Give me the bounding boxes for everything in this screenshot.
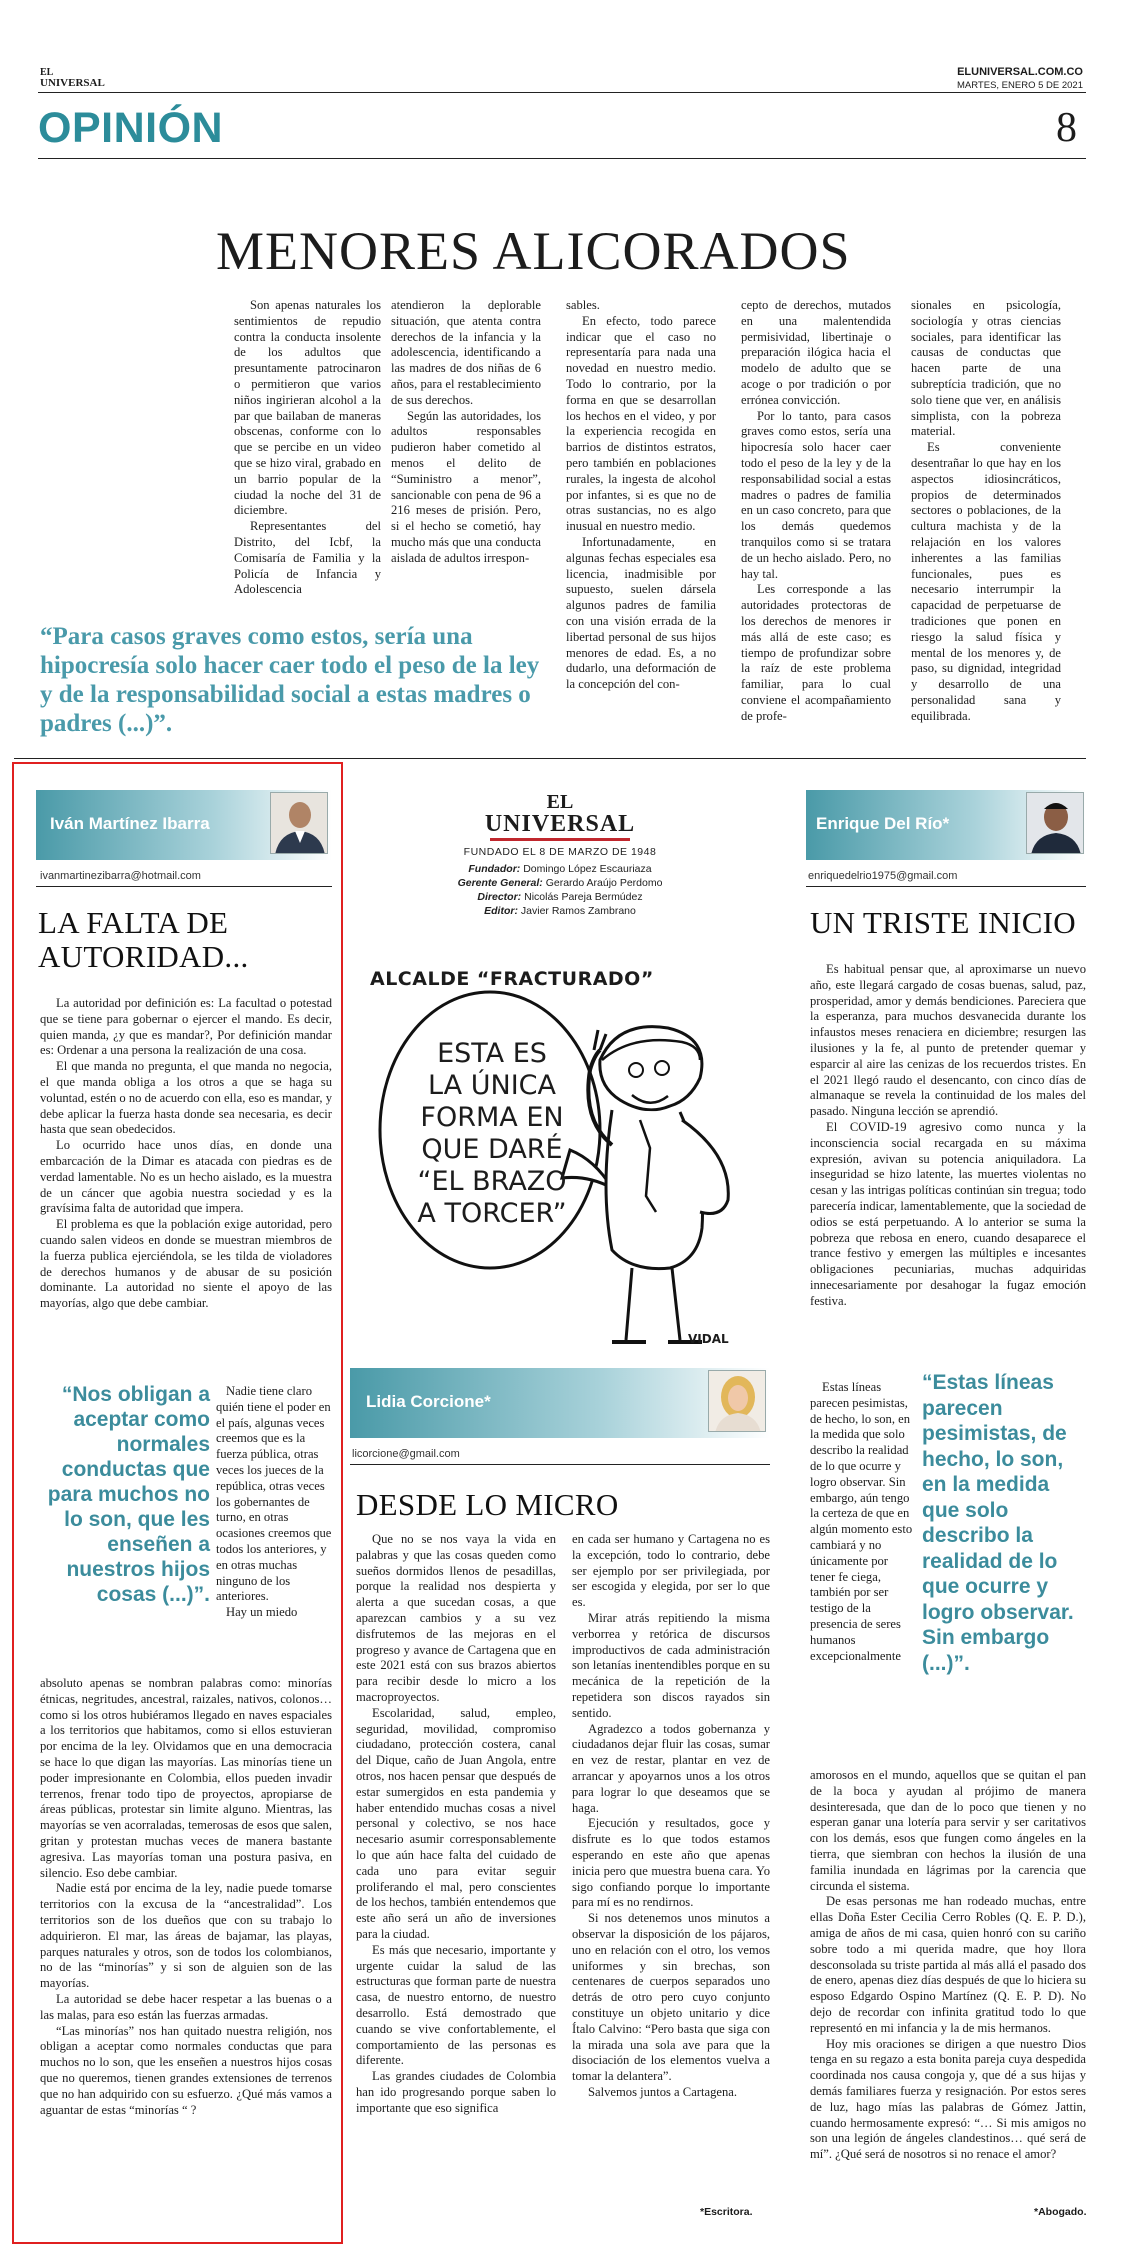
bubble-line: A TORCER” bbox=[417, 1198, 567, 1229]
editorial-pullquote: “Para casos graves como estos, sería una hipocresía solo hacer caer todo el peso de la ley y de la responsabilidad social a estas madres o padres (...)”. bbox=[40, 623, 540, 737]
editorial-col2 bbox=[391, 298, 541, 567]
editorial-paragraph: En efecto, todo parece indicar que el caso no representaría para nada una novedad en nuestro medio. Todo lo contrario, por la forma en que se desarrollan los hechos en el video, y por la experiencia recogida en barrios de distintos estratos, pero también en poblaciones rurales, la ingesta de alcohol por infantes, si es que no de otras sustancias, no es algo inusual en nuestro medio. bbox=[566, 313, 716, 534]
editorial-paragraph: Según las autoridades, los adultos responsables pudieron haber cometido al menos el delito de “Suministro a menor”, sancionable con pena de 96 a 216 meses de prisión. Pero, si el hecho se cometió, hay mucho más que una conducta aislada de adultos irrespon- bbox=[391, 408, 541, 565]
bubble-line: QUE DARÉ bbox=[421, 1134, 563, 1165]
author-name: Lidia Corcione* bbox=[366, 1392, 491, 1411]
author-bar-center bbox=[350, 1368, 770, 1438]
avatar bbox=[708, 1370, 766, 1432]
masthead-manager-name: Gerardo Araújo Perdomo bbox=[545, 877, 663, 889]
column-paragraph: Que no se nos vaya la vida en palabras y que las cosas queden como sueños dormidos llenos de pesadillas, porque la realidad nos despierta y alerta a que sucedan cosas, a que aparezcan cambios y a su vez disfrutemos de las mejoras en el progreso y avance de Cartagena que en este 2021 está con sus brazos abiertos para recibir desde lo micro a los macroproyectos. bbox=[356, 1532, 556, 1704]
editorial-col3 bbox=[566, 298, 716, 693]
bubble-line: “EL BRAZO bbox=[417, 1166, 567, 1197]
avatar bbox=[1026, 792, 1084, 854]
column-paragraph: El problema es que la población exige autoridad, pero cuando salen videos en donde se muestran miembros de la fuerza publica ejerciéndola, se les tilda de violadores de derechos humanos y de abusar de su posición dominante. La autoridad no siente el apoyo de las mayorías, algo que debe cambiar. bbox=[40, 1217, 332, 1311]
left-side-text bbox=[216, 1384, 332, 1621]
column-paragraph: Es habitual pensar que, al aproximarse un nuevo año, este llegará cargado de cosas buenas, salud, paz, prosperidad, amor y demás bendiciones. Pareciera que la esperanza, para muchos desvanecida durante los infaustos meses renaciera en diciembre; resurgen las ilusiones y la fe, al punto de pretender quemar y esparcir al aire las cenizas de los recuerdos tristes. En el 2021 llegó raudo el desencanto, con cinco días de almanaque se revela la continuidad de los males del pasado. Ninguna lección se aprendió. bbox=[810, 962, 1086, 1119]
column-paragraph: Lo ocurrido hace unos días, en donde una embarcación de la Dimar es atacada con piedras es de verdad lamentable. No es un hecho aislado, es la muestra de un cáncer que agobia nuestra sociedad y es la gravísima falta de autoridad que impera. bbox=[40, 1138, 332, 1216]
author-email[interactable]: enriquedelrio1975@gmail.com bbox=[808, 870, 958, 882]
editorial-paragraph: Por lo tanto, para casos graves como estos, sería una hipocresía solo hacer caer todo el peso de la ley y de la responsabilidad social a estas madres o padres de familia en un caso concreto, para que los demás quedemos tranquilos como si se tratara de un hecho aislado. Pero, no hay tal. bbox=[741, 408, 891, 581]
header-rule bbox=[38, 92, 1086, 93]
column-paragraph: Si nos detenemos unos minutos a observar la disposición de los pájaros, uno en relación con el otro, los vemos uniformes y sin brechas, son centenares de cuerpos separados uno detrás de otro pero cuyo conjunto constituye un objeto unitario y dice Ítalo Calvino: “Pero basta que siga con la mirada una sola ave para que la disociación de los elementos vuelva a tomar la delantera”. bbox=[572, 1911, 770, 2084]
masthead-director-label: Director: bbox=[477, 891, 522, 903]
left-column-text-top bbox=[40, 996, 332, 1312]
editorial-paragraph: cepto de derechos, mutados en una malentendida permisividad, libertinaje o preparación ilógica hacia el modelo de adulto que se acoge o por tradición o por errónea convicción. bbox=[741, 298, 891, 407]
column-title bbox=[38, 906, 333, 974]
editorial-col1 bbox=[234, 298, 381, 598]
center-col-a bbox=[356, 1532, 556, 2116]
editorial-paragraph: sables. bbox=[566, 298, 600, 312]
column-paragraph: Hoy mis oraciones se dirigen a que nuestro Dios tenga en su regazo a esta bonita pareja cuya despedida coordinada nos causa congoja y, que dé a sus hijas y demás familiares fuerza y resignación. Por estos seres de luz, hago mías las palabras de Gómez Jattin, cuando hermosamente expresó: “… Si mis amigos no son una legión de ángeles clandestinos… qué será de mí”. ¿Qué será de nosotros si no renace el amor? bbox=[810, 2036, 1086, 2162]
column-paragraph: Agradezco a todos gobernanza y ciudadanos dejar fluir las cosas, sumar en vez de restar, plantar en vez de arrancar y apoyarnos unos a los otros para lograr lo que deseamos que se haga. bbox=[572, 1721, 770, 1815]
masthead-director-name: Nicolás Pareja Bermúdez bbox=[524, 891, 643, 903]
column-paragraph: Las grandes ciudades de Colombia han ido progresando porque saben lo importante que eso significa bbox=[356, 2069, 556, 2115]
editorial-title: MENORES ALICORADOS bbox=[216, 221, 851, 281]
masthead-founder bbox=[350, 862, 770, 876]
editorial-col4 bbox=[741, 298, 891, 725]
page-number: 8 bbox=[1056, 105, 1077, 151]
column-paragraph: El COVID-19 agresivo como nunca y la inconsciencia social recargada en su máxima expresión, avivan su potencia aniquiladora. La inseguridad se hizo latente, las muertes violentas no cesan y las intrigas políticas continúan sin tregua; todo parecería indicar, lamentablemente, que la sociedad de odios se está perpetuando. A lo anterior se suma la pobreza que rebosa en enero, cuando desaparece el trance festivo y emergen las múltiples e incesantes obligaciones pecuniarias, muchas adquiridas innecesariamente por desahogar la fugaz emoción festiva. bbox=[810, 1119, 1086, 1308]
editorial-paragraph: Representantes del Distrito, del Icbf, la Comisaría de Familia y la Policía de Infancia y Adolescencia bbox=[234, 519, 381, 597]
cartoon bbox=[350, 950, 770, 1360]
cartoon-caption: ALCALDE “FRACTURADO” bbox=[370, 968, 654, 990]
header-site[interactable]: ELUNIVERSAL.COM.CO bbox=[957, 66, 1083, 78]
cartoon-bubble-text bbox=[394, 1038, 590, 1230]
bubble-line: FORMA EN bbox=[420, 1102, 564, 1133]
column-paragraph: en cada ser humano y Cartagena no es la excepción, todo lo contrario, debe ser ejemplo por ser privilegiada, por ser escogida y elegida, por ser lo que es. bbox=[572, 1532, 770, 1610]
masthead-founder-label: Fundador: bbox=[468, 863, 521, 875]
header-date: MARTES, ENERO 5 DE 2021 bbox=[956, 80, 1083, 91]
section-rule bbox=[38, 158, 1086, 159]
column-paragraph: La autoridad se debe hacer respetar a las buenas o a las malas, para eso están las fuerzas armadas. bbox=[40, 1991, 332, 2022]
masthead bbox=[350, 792, 770, 918]
bubble-line: LA ÚNICA bbox=[428, 1070, 556, 1101]
editorial-paragraph: sionales en psicología, sociología y otras ciencias sociales, para identificar las causas de conductas que hacen parte de una subreptícia tradición, que no solo tiene que ver, en análisis simplista, con la pobreza material. bbox=[911, 298, 1061, 439]
masthead-manager bbox=[350, 876, 770, 890]
column-paragraph: “Las minorías” nos han quitado nuestra religión, nos obligan a aceptar como normales conductas que para muchos no lo son, que les enseñen a nuestros hijos cosas que no queremos, tienen grandes extensiones de terrenos que no han adquirido con su esfuerzo. ¿Qué más vamos a aguantar de estas “minorías “ ? bbox=[40, 2023, 332, 2117]
column-paragraph: De esas personas me han rodeado muchas, entre ellas Doña Ester Cecilia Cerro Robles (Q. E. P. D.), amiga de años de mi casa, quien honró con su cariño sobre todo a mi querida madre, que hoy llora desconsolada su triste partida al más allá el pasado dos de enero, apenas diez días después de que lo hiciera su esposo Edgardo Ospino Martínez (Q. E. P. D). No dejo de recordar con infinita gratitud todo lo que representó en mi infancia y la de mis hermanos. bbox=[810, 1894, 1086, 2035]
author-email[interactable]: licorcione@gmail.com bbox=[352, 1448, 460, 1460]
column-paragraph: La autoridad por definición es: La facultad o potestad que se tiene para gobernar o ejercer el mando. Es decir, quien manda, ¿y que es mandar?, Por definición mandar es: Ordenar a una persona la realización de una cosa. bbox=[40, 996, 332, 1058]
avatar bbox=[270, 792, 328, 854]
masthead-editor-label: Editor: bbox=[484, 905, 518, 917]
editorial-paragraph: atendieron la deplorable situación, que atenta contra derechos de la infancia y la adolescencia, identificando a las madres de dos niñas de 6 años, para el restablecimiento de sus derechos. bbox=[391, 298, 541, 407]
editorial-bottom-rule bbox=[14, 758, 1086, 759]
right-column-text-bottom bbox=[810, 1768, 1086, 2163]
editorial-col5 bbox=[911, 298, 1061, 725]
column-paragraph: Ejecución y resultados, goce y disfrute es lo que todos estamos esperando en este año que apenas inicia pero que muestra buena cara. Yo sigo confiando porque lo importante para mí es no rendirnos. bbox=[572, 1816, 770, 1910]
masthead-director bbox=[350, 890, 770, 904]
column-title: UN TRISTE INICIO bbox=[810, 905, 1076, 940]
column-title-line2: AUTORIDAD... bbox=[38, 939, 249, 974]
author-email[interactable]: ivanmartinezibarra@hotmail.com bbox=[40, 870, 201, 882]
column-paragraph: Mirar atrás repitiendo la misma verborrea y retórica de discursos improductivos de cada administración son letanías inentendibles porque en su mecánica de la repetición de la repetidera son discos rayados sin sentido. bbox=[572, 1610, 770, 1720]
right-side-text bbox=[810, 1380, 916, 1664]
masthead-editor-name: Javier Ramos Zambrano bbox=[520, 905, 636, 917]
email-rule bbox=[350, 1464, 770, 1465]
right-column-text-top bbox=[810, 962, 1086, 1310]
cartoon-signature: VIDAL bbox=[688, 1332, 729, 1346]
column-paragraph: Es más que necesario, importante y urgente cuidar la salud de las estructuras que forman parte de nuestra casa, de nuestro entorno, de nuestro desarrollo. Está demostrado que cuando se vive confortablemente, el comportamiento de las personas es diferente. bbox=[356, 1942, 556, 2068]
editorial-paragraph: Les corresponde a las autoridades protectoras de los derechos de menores ir más allá de este caso; es tiempo de profundizar sobre la raíz de este problema familiar, para lo cual conviene el acompañamiento de profe- bbox=[741, 582, 891, 723]
author-name: Iván Martínez Ibarra bbox=[50, 814, 210, 833]
masthead-founder-name: Domingo López Escauriaza bbox=[523, 863, 652, 875]
center-footnote: *Escritora. bbox=[700, 2206, 753, 2218]
left-column-text-bottom bbox=[40, 1676, 332, 2118]
column-paragraph: amorosos en el mundo, aquellos que se quitan el pan de la boca y ayudan al prójimo de manera desinteresada, que dan de lo poco que tienen y no esperan ganar una lotería para servir y ser caritativos con los demás, esos que fungen como ángeles en la tierra, que siembran con hechos la ilusión de una familia inundada en lágrimas por la carencia que circunda el sistema. bbox=[810, 1768, 1086, 1893]
column-paragraph: Hay un miedo bbox=[226, 1605, 298, 1620]
column-title-line1: LA FALTA DE bbox=[38, 905, 229, 940]
masthead-logo-line2: UNIVERSAL bbox=[484, 811, 636, 837]
masthead-founded: FUNDADO EL 8 DE MARZO DE 1948 bbox=[463, 846, 657, 858]
right-footnote: *Abogado. bbox=[1034, 2206, 1087, 2218]
editorial-paragraph: Es conveniente desentrañar lo que hay en los aspectos idiosincráticos, propios de determinados sectores o poblaciones, de la cultura machista y de la relajación en los valores inherentes a las familias funcionales, pues es necesario interrumpir la capacidad de perpetuarse de tradiciones que ponen en riesgo la salud física y mental de los menores y, de paso, su dignidad, integridad y desarrollo de una personalidad sana y equilibrada. bbox=[911, 440, 1061, 723]
center-col-b bbox=[572, 1532, 770, 2101]
email-rule bbox=[806, 886, 1086, 887]
column-paragraph: El que manda no pregunta, el que manda no negocia, el que manda obliga a los otros a que se haga su voluntad, estén o no de acuerdo con ella, eso es mandar, y debe aplicar la fuerza hasta donde sea necesaria, es decir hasta que sean obedecidos. bbox=[40, 1059, 332, 1137]
editorial-paragraph: Son apenas naturales los sentimientos de repudio contra la conducta insolente de los adultos que presuntamente patrocinaron o permitieron que varios niños ingirieran alcohol a la par que bailaban de maneras obscenas, conforme con lo que se percibe en un video que se hizo viral, grabado en un barrio popular de la ciudad la noche del 31 de diciembre. bbox=[234, 298, 381, 518]
header-logo bbox=[40, 68, 105, 88]
section-title: OPINIÓN bbox=[38, 104, 224, 152]
column-paragraph: Nadie tiene claro quién tiene el poder en el país, algunas veces creemos que es la fuerza pública, otras veces los jueces de la república, otras veces los gobernantes de turno, en otras ocasiones creemos que todos los anteriores, y en otras muchas ninguno de los anteriores. bbox=[216, 1384, 332, 1604]
right-pullquote: “Estas líneas parecen pesimistas, de hecho, lo son, en la medida que solo describo la realidad de lo que ocurre y logro observar. Sin embargo (...)”. bbox=[922, 1371, 1074, 1675]
masthead-manager-label: Gerente General: bbox=[457, 877, 543, 889]
author-name: Enrique Del Río* bbox=[816, 814, 950, 833]
masthead-logo-line1: EL bbox=[546, 791, 574, 813]
column-paragraph: Escolaridad, salud, empleo, seguridad, movilidad, compromiso ciudadano, protección costera, canal del Dique, caño de Juan Angola, entre otros, nos hacen pensar que después de estar sumergidos en esta pandemia y haber entendido muchas cosas a nivel personal y colectivo, se nos hace necesario asumir corresponsablemente lo que aún hace falta del cuidado de cada uno para evitar seguir proliferando el mal, pero conscientes de los hechos, también entendemos que este año será un año de inversiones para la ciudad. bbox=[356, 1705, 556, 1941]
bubble-line: ESTA ES bbox=[437, 1038, 547, 1069]
email-rule bbox=[36, 886, 332, 887]
column-paragraph: Estas líneas parecen pesimistas, de hecho, lo son, en la medida que solo describo la realidad de lo que ocurre y logro observar. Sin embargo, aún tengo la certeza de que en algún momento esto cambiará y no únicamente por tener fe ciega, también por ser testigo de la presencia de seres humanos excepcionalmente bbox=[810, 1380, 913, 1663]
column-title: DESDE LO MICRO bbox=[356, 1487, 619, 1522]
editorial-paragraph: Infortunadamente, en algunas fechas especiales esa licencia, inadmisible por supuesto, suelen dársela algunos padres de familia con una visión errada de la libertad personal de sus hijos menores de edad. Es, a no dudarlo, una deformación de la concepción del con- bbox=[566, 534, 716, 692]
masthead-editor bbox=[350, 904, 770, 918]
header-logo-line2: UNIVERSAL bbox=[40, 77, 105, 89]
column-paragraph: Salvemos juntos a Cartagena. bbox=[588, 2084, 737, 2099]
header-logo-line1: EL bbox=[40, 67, 54, 78]
left-pullquote: “Nos obligan a aceptar como normales conductas que para muchos no lo son, que les enseñen a nuestros hijos cosas (...)”. bbox=[47, 1383, 210, 1606]
column-paragraph: Nadie está por encima de la ley, nadie puede tomarse territorios con la excusa de la “ancestralidad”. Los territorios son de los dueños que con su trabajo lo adquirieron. El mar, las áreas de bajamar, las playas, parques naturales y otros, son de todos los colombianos, no de las “minorías” y si son de alguien son de las mayorías. bbox=[40, 1881, 332, 1991]
masthead-logo-underline bbox=[490, 838, 630, 841]
column-paragraph: absoluto apenas se nombran palabras como: minorías étnicas, negritudes, ancestral, raizales, nativos, colonos… como si los otros hubiéramos llegado en naves espaciales a los territorios que habitamos, como si ellos estuvieran por encima de la ley. Olvidamos que en una democracia se hace lo que digan las mayorías. Las minorías tiene un poder impresionante en Colombia, ellos pueden invadir terrenos, frenar todo tipo de proyectos, apropiarse de áreas públicas, protestar sin limite alguno. Mientras, las mayorías se ven acorraladas, temerosas de esos que salen, gritan y protestan muchas veces de manera bastante agresiva. Las mayorías toman una postura pasiva, en silencio. Eso debe cambiar. bbox=[40, 1676, 332, 1880]
